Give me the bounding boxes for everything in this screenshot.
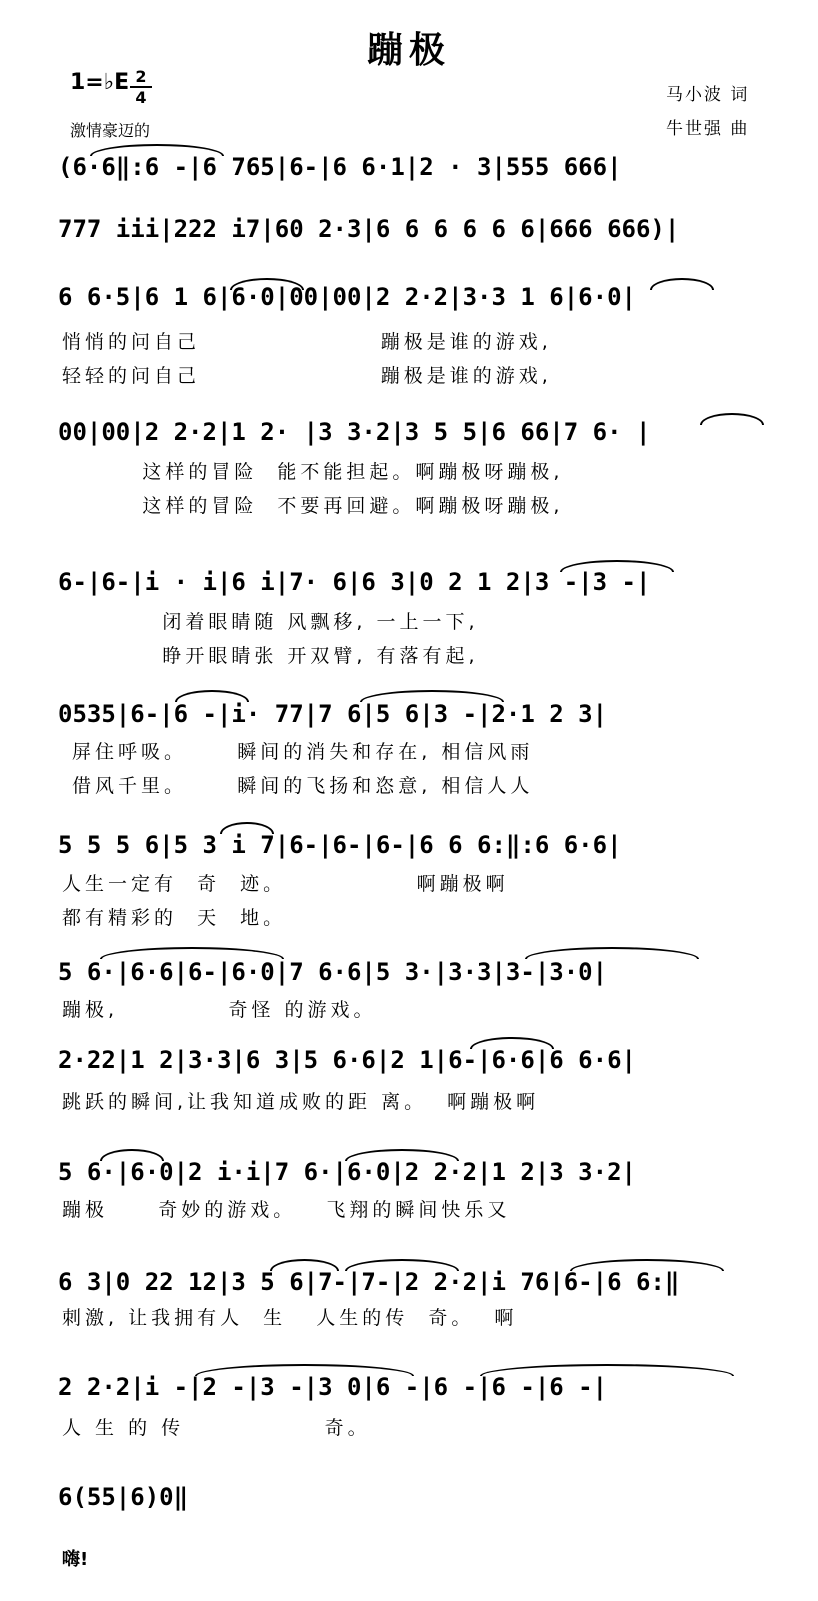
ending-shout: 嗨! — [62, 1549, 89, 1570]
slur-mark — [560, 560, 674, 572]
notation-text: 6 3|0 22 12|3 5 6|7-|7-|2 2·2|i 76|6-|6 6:‖ — [58, 1268, 680, 1296]
time-signature-bottom: 4 — [135, 88, 147, 107]
song-title: 蹦极 — [366, 30, 451, 71]
notation-text: 5 6·|6·6|6-|6·0|7 6·6|5 3·|3·3|3-|3·0| — [58, 958, 608, 986]
lyric-verse-1: 蹦极, 奇怪 的游戏。 — [62, 999, 377, 1021]
lyric-verse-1: 跳跃的瞬间,让我知道成败的距 离。 啊蹦极啊 — [62, 1091, 540, 1113]
lyric-verse-1: 屏住呼吸。 瞬间的消失和存在, 相信风雨 — [62, 741, 534, 763]
key-signature: 1=♭E — [70, 70, 130, 95]
lyricist-credit: 马小波 词 — [666, 85, 750, 105]
lyric-verse-2: 轻轻的问自己 蹦极是谁的游戏, — [62, 365, 552, 387]
slur-mark — [360, 690, 504, 702]
slur-mark — [220, 822, 274, 834]
slur-mark — [90, 144, 224, 156]
lyric-verse-2: 这样的冒险 不要再回避。啊蹦极呀蹦极, — [62, 495, 564, 517]
slur-mark — [470, 1037, 554, 1049]
lyric-verse-1: 蹦极 奇妙的游戏。 飞翔的瞬间快乐又 — [62, 1199, 511, 1221]
notation-line — [58, 828, 778, 872]
notation-line — [58, 1155, 778, 1199]
notation-text: 2·22|1 2|3·3|6 3|5 6·6|2 1|6-|6·6|6 6·6| — [58, 1046, 636, 1074]
notation-text: (6·6‖:6 -|6 765|6-|6 6·1|2 · 3|555 666| — [58, 153, 622, 181]
notation-text: 6-|6-|i · i|6 i|7· 6|6 3|0 2 1 2|3 -|3 -| — [58, 568, 651, 596]
lyric-verse-2: 借风千里。 瞬间的飞扬和恣意, 相信人人 — [62, 775, 534, 797]
notation-line — [58, 1265, 778, 1309]
notation-line — [58, 955, 778, 999]
slur-mark — [525, 947, 699, 959]
slur-mark — [100, 947, 284, 959]
notation-text: 2 2·2|i -|2 -|3 -|3 0|6 -|6 -|6 -|6 -| — [58, 1373, 608, 1401]
lyric-verse-1: 刺激, 让我拥有人 生 人生的传 奇。 啊 — [62, 1307, 518, 1329]
time-signature-top: 2 — [135, 67, 147, 86]
notation-text: 5 6·|6·0|2 i·i|7 6·|6·0|2 2·2|1 2|3 3·2| — [58, 1158, 636, 1186]
notation-line — [58, 697, 778, 741]
slur-mark — [570, 1259, 724, 1271]
notation-text: 0535|6-|6 -|i· 77|7 6|5 6|3 -|2·1 2 3| — [58, 700, 608, 728]
notation-text: 777 iii|222 i7|60 2·3|6 6 6 6 6 6|666 666)| — [58, 215, 680, 243]
slur-mark — [270, 1259, 339, 1271]
slur-mark — [175, 690, 249, 702]
slur-mark — [480, 1364, 734, 1376]
notation-text: 6(55|6)0‖ — [58, 1483, 189, 1511]
slur-mark — [345, 1259, 459, 1271]
lyric-verse-2: 都有精彩的 天 地。 — [62, 907, 287, 929]
notation-line — [58, 1043, 778, 1087]
notation-line — [58, 415, 778, 459]
slur-mark — [100, 1149, 164, 1161]
lyric-verse-2: 睁开眼睛张 开双臂, 有落有起, — [62, 645, 479, 667]
notation-text: 00|00|2 2·2|1 2· |3 3·2|3 5 5|6 66|7 6· | — [58, 418, 651, 446]
lyric-verse-1: 悄悄的问自己 蹦极是谁的游戏, — [62, 331, 552, 353]
tempo-marking: 激情豪迈的 — [70, 121, 151, 140]
lyric-verse-1: 人生一定有 奇 迹。 啊蹦极啊 — [62, 873, 509, 895]
notation-line — [58, 1480, 778, 1524]
notation-line — [58, 1370, 778, 1414]
slur-mark — [345, 1149, 459, 1161]
time-signature — [130, 68, 152, 106]
composer-credit: 牛世强 曲 — [666, 119, 750, 139]
notation-line — [58, 150, 778, 194]
lyric-verse-1: 闭着眼睛随 风飘移, 一上一下, — [62, 611, 479, 633]
lyric-verse-1: 这样的冒险 能不能担起。啊蹦极呀蹦极, — [62, 461, 564, 483]
lyric-verse-1: 人 生 的 传 奇。 — [62, 1417, 371, 1439]
notation-line — [58, 212, 778, 256]
slur-mark — [195, 1364, 414, 1376]
notation-text: 6 6·5|6 1 6|6·0|00|00|2 2·2|3·3 1 6|6·0| — [58, 283, 636, 311]
notation-text: 5 5 5 6|5 3 i 7|6-|6-|6-|6 6 6:‖:6 6·6| — [58, 831, 622, 859]
